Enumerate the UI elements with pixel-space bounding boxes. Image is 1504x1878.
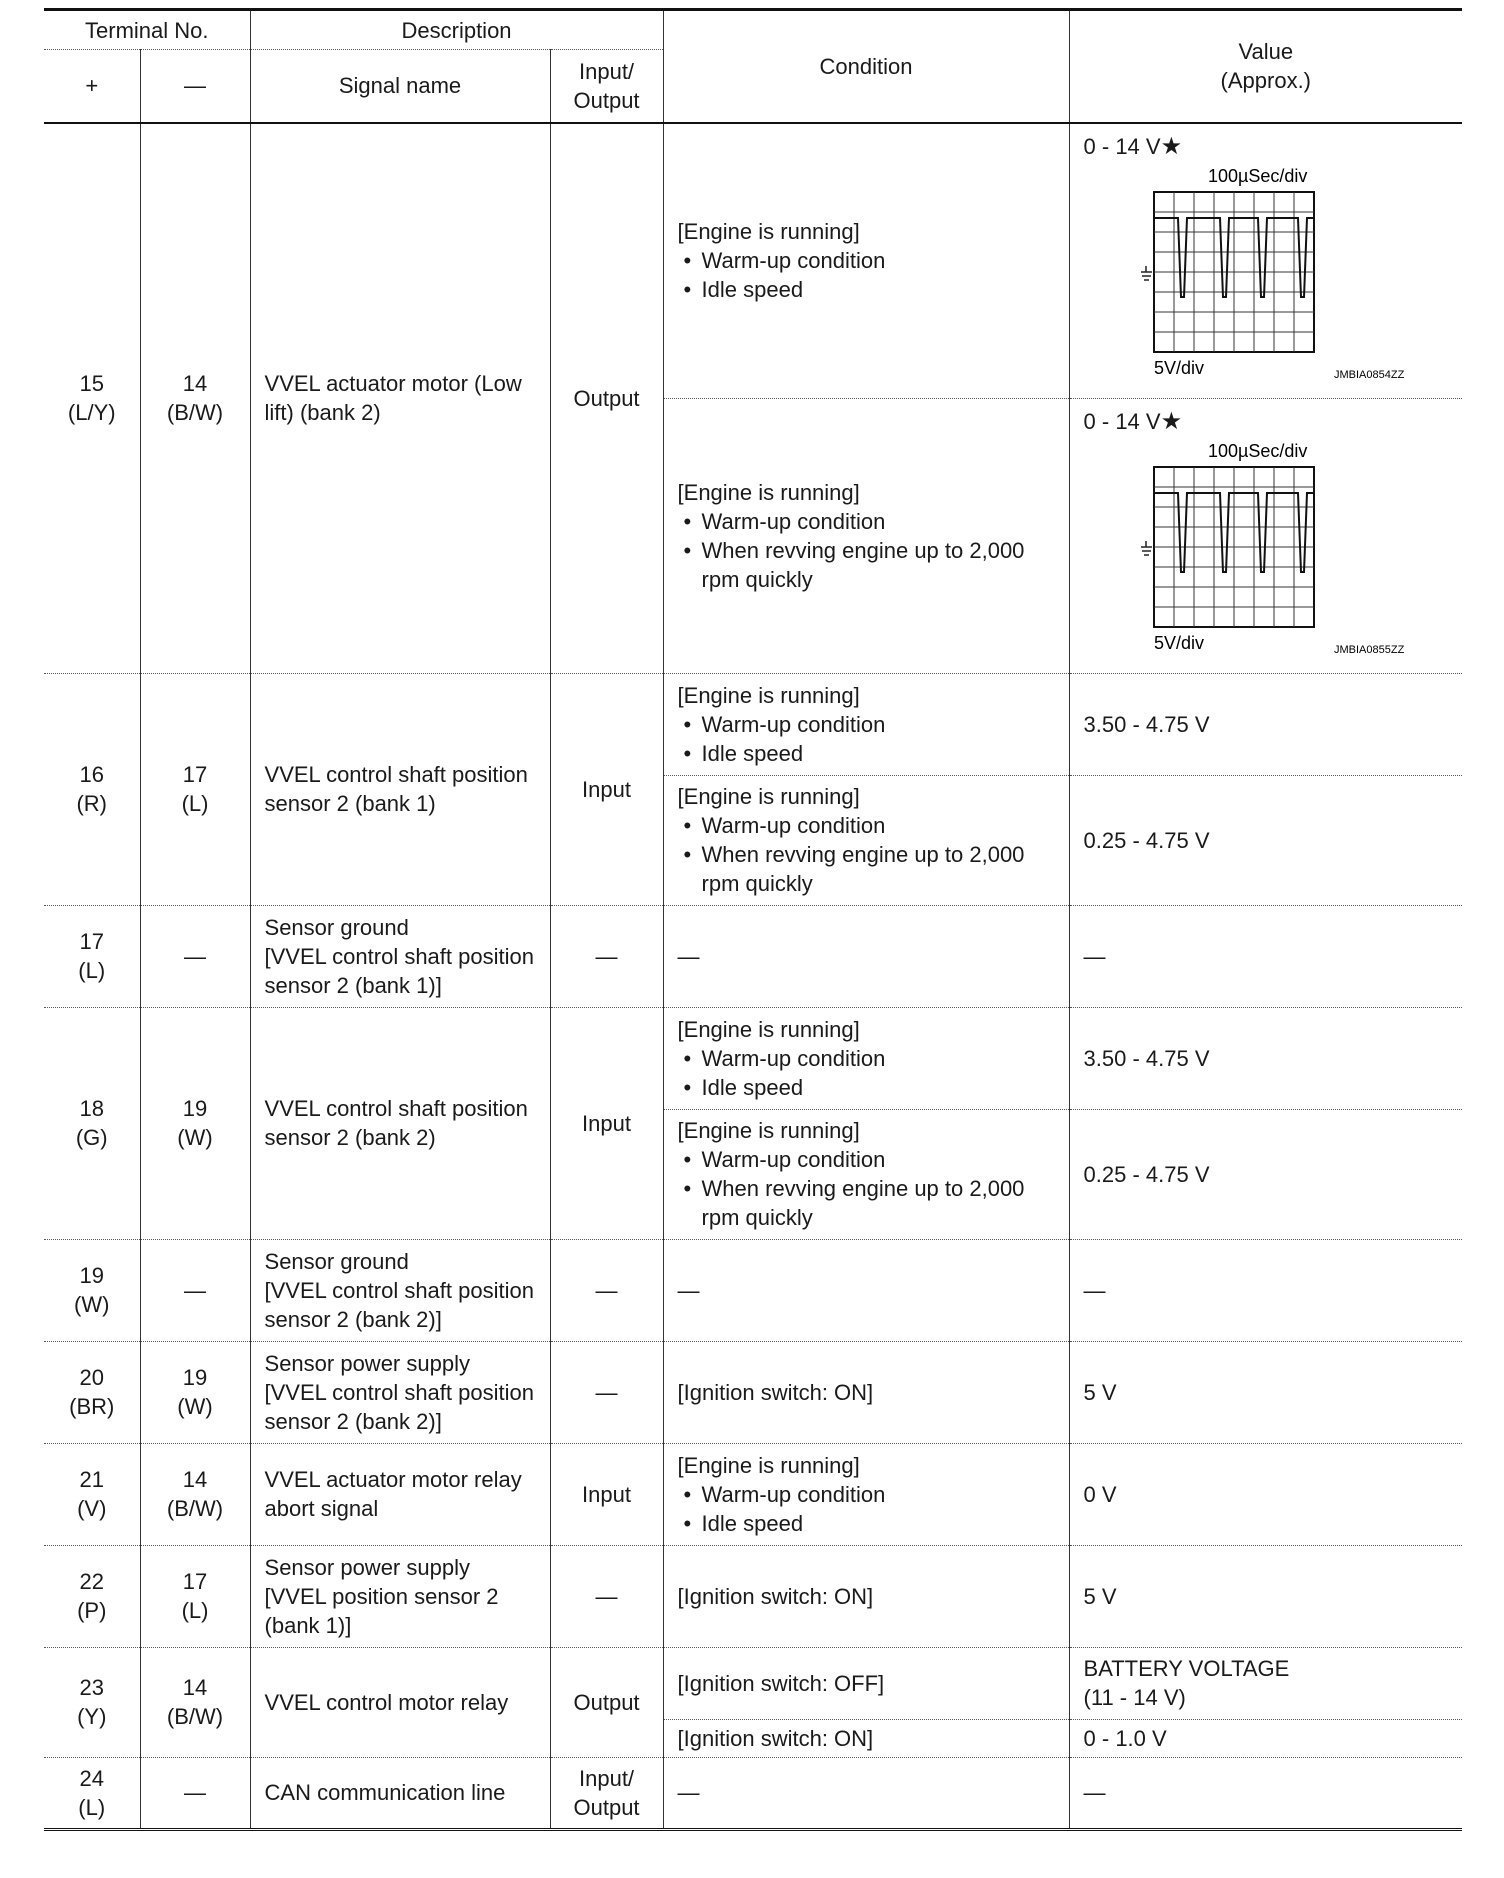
- io-cell: Input: [550, 1443, 663, 1545]
- table-row: [44, 1647, 1462, 1719]
- condition-bullet: • Idle speed: [678, 275, 1055, 304]
- header-minus: —: [140, 50, 250, 123]
- value-text: 0 - 14 V: [1083, 408, 1161, 434]
- signal-name-line2: [VVEL control shaft position sensor 2 (bank 1)]: [264, 943, 534, 998]
- terminal-minus-cell: —: [140, 1239, 250, 1341]
- terminal-plus-cell: [44, 1647, 140, 1757]
- condition-cell: [Ignition switch: ON]: [663, 1719, 1069, 1757]
- terminal-number: 15: [79, 371, 104, 396]
- condition-cell: —: [663, 1757, 1069, 1829]
- condition-head: [Engine is running]: [677, 784, 860, 809]
- terminal-number: 23: [79, 1675, 104, 1700]
- oscilloscope-waveform: [1084, 437, 1424, 665]
- terminal-plus-cell: [44, 905, 140, 1007]
- terminal-number: 14: [182, 1675, 208, 1700]
- terminal-minus-cell: [140, 673, 250, 905]
- terminal-table-sheet: [44, 8, 1462, 1831]
- condition-bullet: • Warm-up condition: [678, 1044, 1055, 1073]
- ground-icon: [1141, 541, 1152, 555]
- header-value-line1: Value: [1238, 39, 1294, 65]
- terminal-number: 19: [182, 1365, 208, 1390]
- waveform-grid: [1154, 192, 1314, 352]
- header-description: Description: [250, 10, 663, 50]
- wire-color: (L): [78, 1794, 106, 1820]
- io-cell: [550, 1757, 663, 1829]
- terminal-number: 22: [79, 1569, 104, 1594]
- signal-name-cell: VVEL actuator motor relay abort signal: [250, 1443, 550, 1545]
- io-cell: Output: [550, 1647, 663, 1757]
- value-cell: 3.50 - 4.75 V: [1069, 1007, 1462, 1109]
- header-condition: Condition: [663, 10, 1069, 123]
- header-plus: +: [44, 50, 140, 123]
- wire-color: (BR): [69, 1394, 115, 1419]
- signal-name-line2: [VVEL position sensor 2 (bank 1)]: [264, 1583, 499, 1638]
- condition-head: [Engine is running]: [677, 682, 860, 708]
- value-cell: 5 V: [1069, 1545, 1462, 1647]
- value-line2: (11 - 14 V): [1083, 1685, 1186, 1710]
- terminal-number: 21: [79, 1467, 104, 1492]
- condition-cell: [663, 1443, 1069, 1545]
- volt-div-label: 5V/div: [1153, 632, 1204, 653]
- condition-bullet: • Warm-up condition: [678, 1480, 1055, 1509]
- header-io-line1: Input/: [579, 58, 635, 84]
- signal-name-line1: Sensor ground: [264, 1248, 409, 1274]
- terminal-minus-cell: [140, 1647, 250, 1757]
- header-io-line2: Output: [573, 87, 640, 113]
- condition-cell: [663, 1109, 1069, 1239]
- terminal-number: 17: [182, 762, 208, 787]
- table-row: [44, 1239, 1462, 1341]
- terminal-plus-cell: [44, 1007, 140, 1239]
- wire-color: (G): [75, 1125, 108, 1150]
- condition-bullet: • Warm-up condition: [678, 1145, 1055, 1174]
- terminal-minus-cell: [140, 1007, 250, 1239]
- ground-icon: [1141, 266, 1152, 280]
- value-cell: 0 - 1.0 V: [1069, 1719, 1462, 1757]
- io-cell: —: [550, 1239, 663, 1341]
- terminal-minus-cell: —: [140, 905, 250, 1007]
- condition-bullet: • When revving engine up to 2,000 rpm quickly: [678, 1174, 1055, 1232]
- signal-name-line1: Sensor ground: [264, 914, 409, 940]
- table-row: [44, 1443, 1462, 1545]
- signal-name-cell: [250, 1341, 550, 1443]
- wire-color: (L/Y): [67, 400, 116, 425]
- wire-color: (B/W): [166, 400, 224, 425]
- condition-cell: [Ignition switch: OFF]: [663, 1647, 1069, 1719]
- table-row: [44, 1545, 1462, 1647]
- condition-bullet: • Warm-up condition: [678, 507, 1055, 536]
- condition-cell: [663, 398, 1069, 673]
- wire-color: (P): [77, 1598, 107, 1623]
- header-value: [1069, 10, 1462, 123]
- condition-bullet: • Idle speed: [678, 1509, 1055, 1538]
- terminal-number: 16: [79, 762, 104, 787]
- wire-color: (L): [78, 958, 106, 983]
- wire-color: (V): [77, 1496, 107, 1521]
- wire-color: (B/W): [166, 1496, 224, 1521]
- terminal-number: 20: [79, 1365, 104, 1390]
- condition-cell: —: [663, 905, 1069, 1007]
- condition-bullet: • Warm-up condition: [678, 710, 1055, 739]
- terminal-plus-cell: [44, 1757, 140, 1829]
- terminal-number: 14: [182, 1467, 208, 1492]
- io-cell: —: [550, 1341, 663, 1443]
- wire-color: (L): [181, 1598, 209, 1623]
- condition-cell: [Ignition switch: ON]: [663, 1341, 1069, 1443]
- condition-bullet: • Idle speed: [678, 1073, 1055, 1102]
- header-value-line2: (Approx.): [1220, 68, 1312, 94]
- terminal-minus-cell: [140, 1545, 250, 1647]
- wire-color: (W): [177, 1125, 213, 1150]
- wire-color: (W): [74, 1292, 110, 1317]
- time-div-label: 100µSec/div: [1207, 165, 1307, 186]
- condition-head: [Engine is running]: [677, 1118, 860, 1143]
- terminal-plus-cell: [44, 1443, 140, 1545]
- waveform-grid: [1154, 467, 1314, 627]
- condition-bullet: • Warm-up condition: [678, 246, 1055, 275]
- terminal-minus-cell: [140, 123, 250, 674]
- figure-code: JMBIA0855ZZ: [1333, 643, 1404, 656]
- value-cell: —: [1069, 1239, 1462, 1341]
- signal-name-cell: VVEL actuator motor (Low lift) (bank 2): [250, 123, 550, 674]
- signal-name-line2: [VVEL control shaft position sensor 2 (bank 2)]: [264, 1379, 534, 1434]
- terminal-number: 17: [182, 1569, 208, 1594]
- value-cell: —: [1069, 905, 1462, 1007]
- figure-code: JMBIA0854ZZ: [1333, 368, 1404, 381]
- terminal-number: 14: [182, 371, 208, 396]
- value-line1: BATTERY VOLTAGE: [1083, 1656, 1290, 1681]
- terminal-number: 17: [79, 929, 104, 954]
- condition-bullet: • Warm-up condition: [678, 811, 1055, 840]
- condition-cell: —: [663, 1239, 1069, 1341]
- value-cell: 5 V: [1069, 1341, 1462, 1443]
- value-cell: 3.50 - 4.75 V: [1069, 673, 1462, 775]
- signal-name-line2: [VVEL control shaft position sensor 2 (bank 2)]: [264, 1277, 534, 1332]
- terminal-plus-cell: [44, 673, 140, 905]
- wire-color: (R): [76, 791, 108, 816]
- value-cell: [1069, 1647, 1462, 1719]
- io-cell: —: [550, 905, 663, 1007]
- condition-head: [Engine is running]: [677, 1016, 860, 1042]
- terminal-number: 19: [182, 1096, 208, 1121]
- signal-name-cell: [250, 1239, 550, 1341]
- value-cell: 0 V: [1069, 1443, 1462, 1545]
- condition-cell: [663, 1007, 1069, 1109]
- condition-cell: [Ignition switch: ON]: [663, 1545, 1069, 1647]
- terminal-minus-cell: —: [140, 1757, 250, 1829]
- star-icon: ★: [1160, 407, 1183, 435]
- header-terminal-no: Terminal No.: [44, 10, 250, 50]
- terminal-number: 18: [79, 1096, 104, 1121]
- io-cell: —: [550, 1545, 663, 1647]
- waveform-value-cell: [1069, 398, 1462, 673]
- condition-bullet: • Idle speed: [678, 739, 1055, 768]
- time-div-label: 100µSec/div: [1207, 440, 1307, 461]
- signal-name-cell: VVEL control shaft position sensor 2 (bank 2): [250, 1007, 550, 1239]
- value-cell: —: [1069, 1757, 1462, 1829]
- terminal-plus-cell: [44, 1341, 140, 1443]
- table-row: [44, 1007, 1462, 1109]
- value-text: 0 - 14 V: [1083, 133, 1161, 159]
- signal-name-cell: [250, 1545, 550, 1647]
- io-line1: Input/: [579, 1765, 635, 1791]
- terminal-plus-cell: [44, 1239, 140, 1341]
- oscilloscope-waveform: [1084, 162, 1424, 390]
- terminal-plus-cell: [44, 1545, 140, 1647]
- io-cell: Output: [550, 123, 663, 674]
- terminal-number: 24: [79, 1765, 104, 1791]
- terminal-table: [44, 8, 1462, 1831]
- signal-name-cell: CAN communication line: [250, 1757, 550, 1829]
- condition-cell: [663, 673, 1069, 775]
- signal-name-line1: Sensor power supply: [264, 1350, 470, 1376]
- wire-color: (L): [181, 791, 209, 816]
- terminal-plus-cell: [44, 123, 140, 674]
- terminal-number: 19: [79, 1263, 104, 1288]
- table-row: [44, 905, 1462, 1007]
- value-cell: 0.25 - 4.75 V: [1069, 775, 1462, 905]
- header-signal-name: Signal name: [250, 50, 550, 123]
- signal-name-cell: VVEL control motor relay: [250, 1647, 550, 1757]
- signal-name-cell: [250, 905, 550, 1007]
- wire-color: (W): [177, 1394, 213, 1419]
- waveform-value-cell: [1069, 123, 1462, 399]
- table-row: [44, 1341, 1462, 1443]
- value-cell: 0.25 - 4.75 V: [1069, 1109, 1462, 1239]
- table-row: [44, 1757, 1462, 1829]
- io-line2: Output: [573, 1794, 640, 1820]
- star-icon: ★: [1160, 132, 1183, 160]
- condition-head: [Engine is running]: [677, 219, 860, 244]
- condition-head: [Engine is running]: [677, 1452, 860, 1478]
- header-input-output: [550, 50, 663, 123]
- condition-head: [Engine is running]: [677, 479, 860, 505]
- condition-cell: [663, 123, 1069, 399]
- signal-name-line1: Sensor power supply: [264, 1554, 470, 1580]
- io-cell: Input: [550, 1007, 663, 1239]
- volt-div-label: 5V/div: [1153, 357, 1204, 378]
- signal-name-cell: VVEL control shaft position sensor 2 (bank 1): [250, 673, 550, 905]
- wire-color: (B/W): [166, 1704, 224, 1729]
- condition-cell: [663, 775, 1069, 905]
- io-cell: Input: [550, 673, 663, 905]
- table-row: [44, 123, 1462, 399]
- terminal-minus-cell: [140, 1341, 250, 1443]
- condition-bullet: • When revving engine up to 2,000 rpm quickly: [678, 840, 1055, 898]
- wire-color: (Y): [77, 1704, 107, 1729]
- table-row: [44, 673, 1462, 775]
- terminal-minus-cell: [140, 1443, 250, 1545]
- condition-bullet: • When revving engine up to 2,000 rpm quickly: [678, 536, 1055, 594]
